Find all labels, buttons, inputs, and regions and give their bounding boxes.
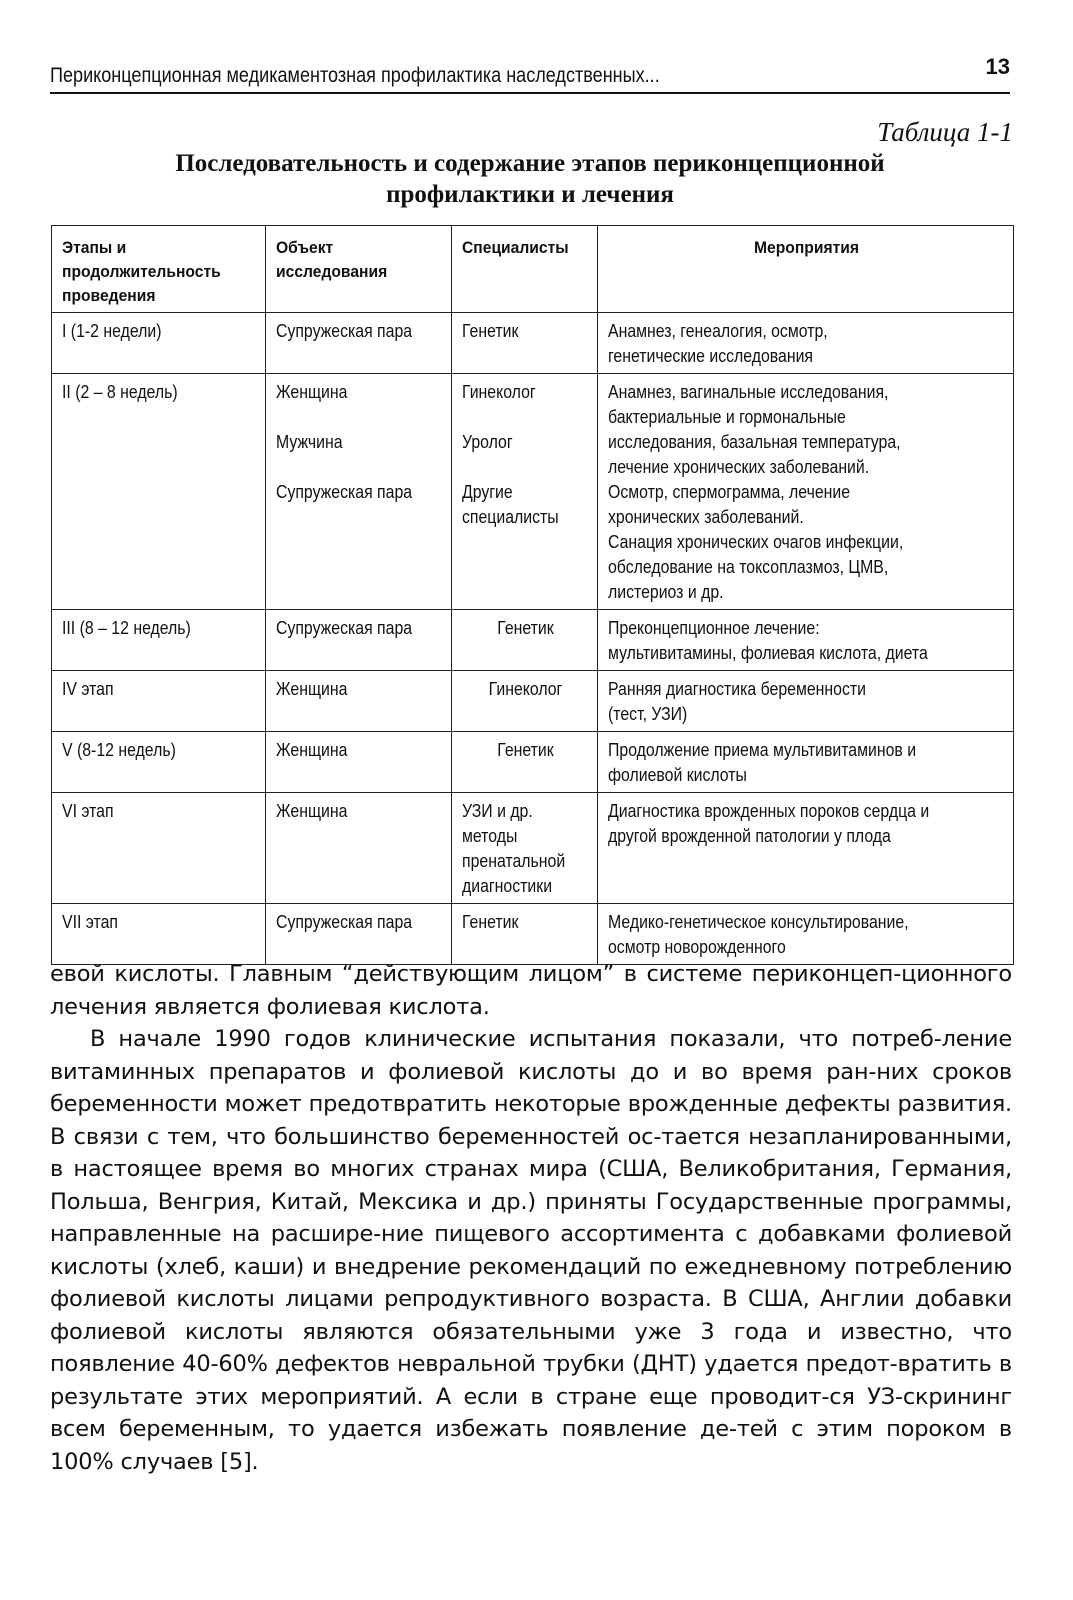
header-stage-line: продолжительность bbox=[62, 262, 221, 281]
object-text: Женщина bbox=[276, 801, 348, 821]
header-specialists bbox=[452, 226, 598, 313]
cell-object bbox=[266, 793, 452, 904]
measure-line: фолиевой кислоты bbox=[608, 765, 747, 785]
header-specialists-label: Специалисты bbox=[462, 238, 569, 257]
measure-line: хронических заболеваний. bbox=[608, 507, 804, 527]
table-title bbox=[50, 148, 1010, 210]
table-title-line-1: Последовательность и содержание этапов периконцепционной bbox=[175, 150, 885, 177]
cell-stage bbox=[52, 793, 266, 904]
object-text: Супружеская пара bbox=[276, 321, 413, 341]
running-header bbox=[50, 50, 1010, 94]
cell-object bbox=[266, 904, 452, 965]
measure-line: Преконцепционное лечение: bbox=[608, 618, 820, 638]
cell-measures bbox=[598, 904, 1014, 965]
measure-line: Ранняя диагностика беременности bbox=[608, 679, 867, 699]
specialist-text: Гинеколог bbox=[488, 679, 563, 699]
specialist-text: методы bbox=[462, 826, 518, 846]
object-text: Супружеская пара bbox=[276, 482, 413, 502]
cell-stage bbox=[52, 374, 266, 610]
header-stage bbox=[52, 226, 266, 313]
table-label: Таблица 1-1 bbox=[877, 117, 1013, 147]
stages-table bbox=[51, 225, 1014, 965]
measure-line: бактериальные и гормональные bbox=[608, 407, 846, 427]
measure-line: осмотр новорожденного bbox=[608, 937, 786, 957]
cell-measures bbox=[598, 671, 1014, 732]
table-row bbox=[52, 610, 1014, 671]
header-object-line: Объект bbox=[276, 238, 334, 257]
stage-text: VII этап bbox=[62, 912, 118, 932]
measure-line: Диагностика врожденных пороков сердца и bbox=[608, 801, 930, 821]
cell-specialists bbox=[452, 793, 598, 904]
measure-line: Медико-генетическое консультирование, bbox=[608, 912, 909, 932]
cell-object bbox=[266, 374, 452, 610]
cell-stage bbox=[52, 610, 266, 671]
specialist-text: диагностики bbox=[462, 876, 553, 896]
specialist-text: Гинеколог bbox=[462, 382, 536, 402]
running-title: Периконцепционная медикаментозная профилактика наследственных... bbox=[50, 64, 660, 87]
object-text: Мужчина bbox=[276, 432, 343, 452]
table-row bbox=[52, 793, 1014, 904]
specialist-text: Уролог bbox=[462, 432, 513, 452]
header-measures bbox=[598, 226, 1014, 313]
cell-object bbox=[266, 671, 452, 732]
specialist-text: Генетик bbox=[462, 912, 519, 932]
object-text: Супружеская пара bbox=[276, 912, 413, 932]
cell-stage bbox=[52, 732, 266, 793]
table-row bbox=[52, 904, 1014, 965]
specialist-text: Другие bbox=[462, 482, 513, 502]
cell-stage bbox=[52, 671, 266, 732]
table-row bbox=[52, 374, 1014, 610]
paragraph: евой кислоты. Главным “действующим лицом” в системе периконцеп-ционного лечения является фолиевая кислота. bbox=[50, 961, 1012, 1020]
stage-text: I (1-2 недели) bbox=[62, 321, 162, 341]
specialist-text: Генетик bbox=[497, 618, 554, 638]
measure-line: мультивитамины, фолиевая кислота, диета bbox=[608, 643, 928, 663]
measure-line: Санация хронических очагов инфекции, bbox=[608, 532, 904, 552]
specialist-text: специалисты bbox=[462, 507, 559, 527]
stage-text: V (8-12 недель) bbox=[62, 740, 176, 760]
cell-measures bbox=[598, 374, 1014, 610]
table-header-row bbox=[52, 226, 1014, 313]
measure-line: Осмотр, спермограмма, лечение bbox=[608, 482, 851, 502]
cell-measures bbox=[598, 732, 1014, 793]
stage-text: IV этап bbox=[62, 679, 114, 699]
table-row bbox=[52, 732, 1014, 793]
measure-line: обследование на токсоплазмоз, ЦМВ, bbox=[608, 557, 889, 577]
specialist-text: пренатальной bbox=[462, 851, 566, 871]
measure-line: Анамнез, генеалогия, осмотр, bbox=[608, 321, 828, 341]
paragraph: В начале 1990 годов клинические испытания показали, что потреб-ление витаминных препаратов и фолиевой кислоты до и во время ран-них сроков беременности может предотвратить некоторые врожденные дефекты развития. В связи с тем, что большинство беременностей ос-тается незапланированными, в настоящее время во многих странах мира (США, Великобритания, Германия, Польша, Венгрия, Китай, Мексика и др.) приняты Государственные программы, направленные на расшире-ние пищевого ассортимента с добавками фолиевой кислоты (хлеб, каши) и внедрение рекомендаций по ежедневному потреблению фолиевой кислоты лицами репродуктивного возраста. В США, Англии добавки фолиевой кислоты являются обязательными уже 3 года и известно, что появление 40-60% дефектов невральной трубки (ДНТ) удается предот-вратить в результате этих мероприятий. А если в стране еще проводит-ся УЗ-скрининг всем беременным, то удается избежать появление де-тей с этим пороком в 100% случаев [5]. bbox=[50, 1026, 1012, 1475]
cell-specialists bbox=[452, 374, 598, 610]
table-row bbox=[52, 313, 1014, 374]
header-object bbox=[266, 226, 452, 313]
cell-measures bbox=[598, 610, 1014, 671]
header-object-line: исследования bbox=[276, 262, 388, 281]
measure-line: генетические исследования bbox=[608, 346, 814, 366]
cell-measures bbox=[598, 793, 1014, 904]
table-title-line-2: профилактики и лечения bbox=[386, 181, 674, 208]
object-text: Женщина bbox=[276, 740, 348, 760]
cell-measures bbox=[598, 313, 1014, 374]
header-measures-label: Мероприятия bbox=[754, 238, 859, 257]
measure-line: Анамнез, вагинальные исследования, bbox=[608, 382, 889, 402]
cell-object bbox=[266, 313, 452, 374]
cell-specialists bbox=[452, 732, 598, 793]
table-row bbox=[52, 671, 1014, 732]
stage-text: III (8 – 12 недель) bbox=[62, 618, 191, 638]
body-text bbox=[50, 958, 1012, 1478]
object-text: Женщина bbox=[276, 679, 348, 699]
specialist-text: УЗИ и др. bbox=[462, 801, 533, 821]
cell-specialists bbox=[452, 671, 598, 732]
measure-line: Продолжение приема мультивитаминов и bbox=[608, 740, 917, 760]
measure-line: лечение хронических заболеваний. bbox=[608, 457, 870, 477]
header-stage-line: проведения bbox=[62, 286, 156, 305]
stage-text: II (2 – 8 недель) bbox=[62, 382, 178, 402]
specialist-text: Генетик bbox=[462, 321, 519, 341]
cell-stage bbox=[52, 904, 266, 965]
measure-line: другой врожденной патологии у плода bbox=[608, 826, 891, 846]
cell-object bbox=[266, 732, 452, 793]
object-text: Женщина bbox=[276, 382, 348, 402]
cell-stage bbox=[52, 313, 266, 374]
page-number: 13 bbox=[985, 54, 1010, 79]
specialist-text: Генетик bbox=[497, 740, 554, 760]
cell-specialists bbox=[452, 313, 598, 374]
measure-line: исследования, базальная температура, bbox=[608, 432, 901, 452]
measure-line: (тест, УЗИ) bbox=[608, 704, 688, 724]
cell-specialists bbox=[452, 904, 598, 965]
measure-line: листериоз и др. bbox=[608, 582, 724, 602]
cell-specialists bbox=[452, 610, 598, 671]
cell-object bbox=[266, 610, 452, 671]
object-text: Супружеская пара bbox=[276, 618, 413, 638]
stage-text: VI этап bbox=[62, 801, 114, 821]
header-stage-line: Этапы и bbox=[62, 238, 127, 257]
